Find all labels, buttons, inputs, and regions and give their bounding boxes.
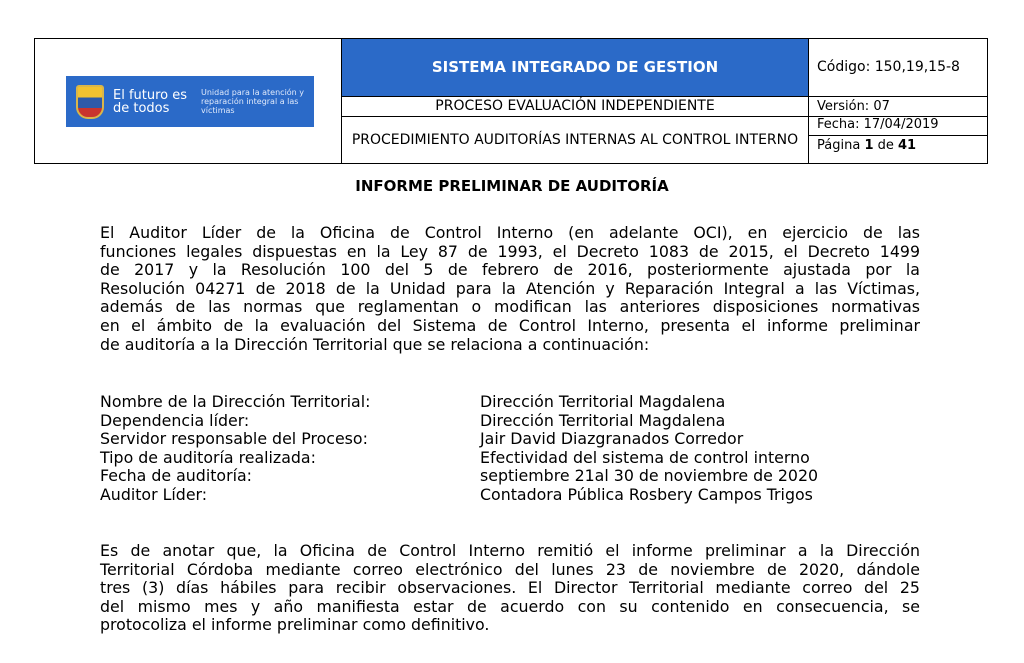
closing-line: Territorial Córdoba mediante correo electrónico del lunes 23 de noviembre de 2020, dándole [100, 559, 920, 579]
procedure-name: PROCEDIMIENTO AUDITORÍAS INTERNAS AL CONTROL INTERNO [342, 117, 809, 164]
detail-value: septiembre 21al 30 de noviembre de 2020 [480, 466, 819, 486]
system-title: SISTEMA INTEGRADO DE GESTION [342, 39, 809, 97]
intro-line: Resolución 04271 de 2018 de la Unidad para la Atención y Reparación Integral a las Víctimas, [100, 278, 920, 298]
detail-label: Servidor responsable del Proceso: [100, 429, 368, 449]
intro-line: El Auditor Líder de la Oficina de Control Interno (en adelante OCI), en ejercicio de las [100, 223, 920, 242]
document-code: Código: 150,19,15-8 [809, 39, 988, 97]
detail-value: Jair David Diazgranados Corredor [480, 429, 744, 449]
intro-line: de auditoría a la Dirección Territorial que se relaciona a continuación: [100, 334, 650, 354]
detail-label: Fecha de auditoría: [100, 466, 252, 486]
page-of: de [877, 138, 894, 154]
detail-value: Contadora Pública Rosbery Campos Trigos [480, 484, 813, 504]
date: Fecha: 17/04/2019 [809, 117, 987, 136]
page-label: Página [817, 138, 861, 154]
detail-label: Tipo de auditoría realizada: [100, 447, 316, 467]
closing-paragraph [100, 542, 920, 635]
logo-cell [35, 39, 342, 164]
intro-paragraph [100, 224, 920, 354]
page-current: 1 [864, 138, 874, 154]
document-title: INFORME PRELIMINAR DE AUDITORÍA [355, 177, 669, 195]
page-total: 41 [898, 138, 917, 154]
intro-line: de 2017 y la Resolución 100 del 5 de febrero de 2016, posteriormente ajustada por la [100, 260, 920, 280]
detail-row [100, 486, 818, 505]
institution-logo [66, 76, 314, 127]
coat-of-arms-icon [76, 85, 104, 119]
detail-row [100, 449, 818, 468]
intro-line: además de las normas que reglamentan o modifican las anteriores disposiciones normativas [100, 297, 920, 317]
closing-line: del mismo mes y año manifiesta estar de acuerdo con su contenido en consecuencia, se [100, 596, 920, 616]
closing-line: tres (3) días hábiles para recibir observaciones. El Director Territorial mediante correo del 25 [100, 578, 920, 598]
detail-label: Auditor Líder: [100, 484, 208, 504]
logo-unit-name: Unidad para la atención y reparación integral a las víctimas [201, 88, 305, 115]
detail-row [100, 430, 818, 449]
detail-row [100, 393, 818, 412]
detail-row [100, 412, 818, 431]
detail-label: Dependencia líder: [100, 410, 250, 430]
detail-row [100, 467, 818, 486]
process-name: PROCESO EVALUACIÓN INDEPENDIENTE [342, 96, 809, 116]
logo-slogan: El futuro es de todos [113, 87, 188, 116]
detail-value: Efectividad del sistema de control interno [480, 447, 810, 467]
detail-label: Nombre de la Dirección Territorial: [100, 392, 371, 411]
detail-value: Dirección Territorial Magdalena [480, 410, 726, 430]
page-number [817, 136, 987, 154]
version: Versión: 07 [809, 96, 988, 116]
intro-line: funciones legales dispuestas en la Ley 87 de 1993, el Decreto 1083 de 2015, el Decreto 1499 [100, 241, 920, 261]
audit-details [100, 393, 818, 505]
intro-line: en el ámbito de la evaluación del Sistema de Control Interno, presenta el informe preliminar [100, 315, 920, 335]
closing-line: protocoliza el informe preliminar como definitivo. [100, 615, 490, 635]
closing-line: Es de anotar que, la Oficina de Control Interno remitió el informe preliminar a la Dirección [100, 541, 920, 560]
detail-value: Dirección Territorial Magdalena [480, 392, 726, 411]
date-page-cell [809, 117, 988, 164]
document-header [34, 38, 988, 164]
